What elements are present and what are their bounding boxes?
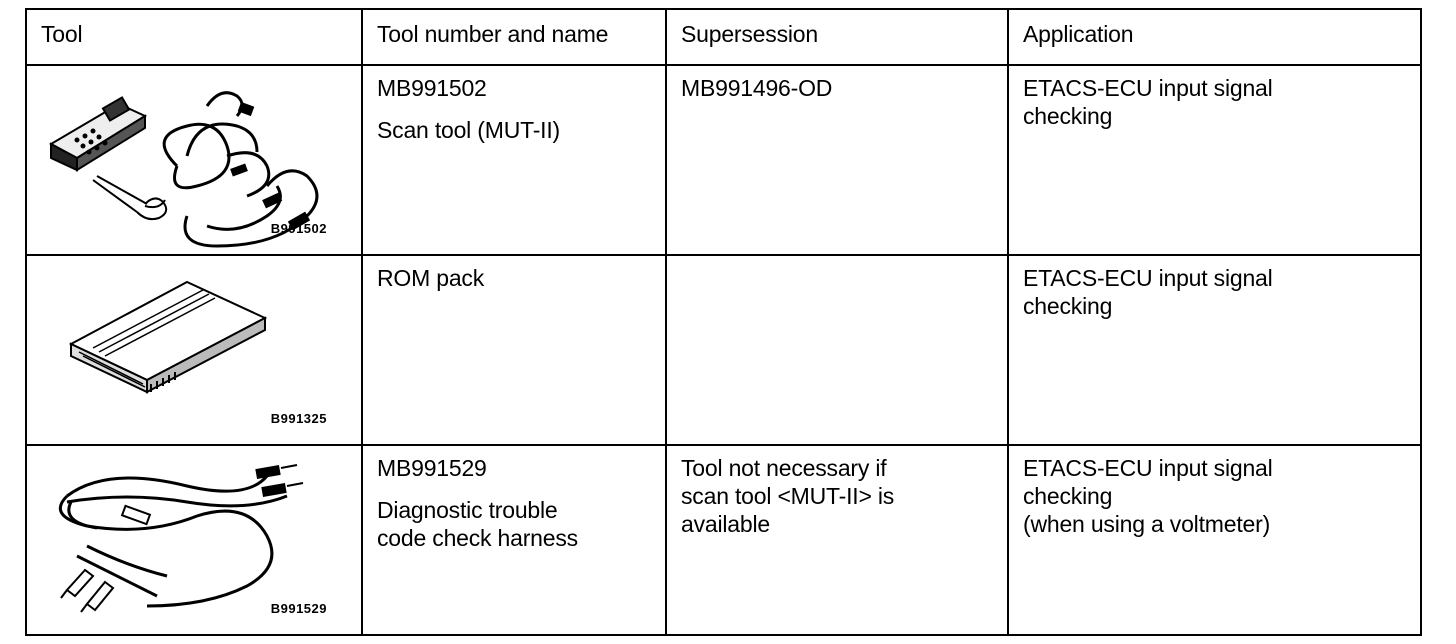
tool-image-cell — [26, 65, 362, 255]
image-code-label: B991502 — [270, 221, 327, 236]
header-application: Application — [1008, 9, 1421, 65]
supersession-cell — [666, 65, 1008, 255]
supersession-text: MB991496-OD — [681, 75, 833, 101]
application-cell — [1008, 65, 1421, 255]
application-cell — [1008, 445, 1421, 635]
table-row — [26, 255, 1421, 445]
supersession-text: available — [681, 511, 770, 537]
table-row — [26, 445, 1421, 635]
supersession-text: scan tool <MUT-II> is — [681, 483, 895, 509]
application-text: checking — [1023, 293, 1113, 319]
tool-number-name-cell — [362, 445, 666, 635]
tool-number: MB991529 — [377, 455, 487, 481]
header-row — [26, 9, 1421, 65]
tool-image-cell — [26, 255, 362, 445]
supersession-cell — [666, 445, 1008, 635]
image-code-label: B991529 — [270, 601, 327, 616]
table-row — [26, 65, 1421, 255]
tool-number: MB991502 — [377, 75, 487, 101]
application-text: ETACS-ECU input signal — [1023, 265, 1273, 291]
tool-image-cell — [26, 445, 362, 635]
tool-number-name-cell — [362, 255, 666, 445]
application-text: (when using a voltmeter) — [1023, 511, 1271, 537]
application-text: ETACS-ECU input signal — [1023, 455, 1273, 481]
application-cell — [1008, 255, 1421, 445]
image-code-label: B991325 — [270, 411, 327, 426]
supersession-text: Tool not necessary if — [681, 455, 887, 481]
header-supersession: Supersession — [666, 9, 1008, 65]
application-text: checking — [1023, 103, 1113, 129]
application-text: checking — [1023, 483, 1113, 509]
tool-name: Scan tool (MUT-II) — [377, 117, 560, 143]
application-text: ETACS-ECU input signal — [1023, 75, 1273, 101]
tool-name: Diagnostic trouble — [377, 497, 558, 523]
header-tool: Tool — [26, 9, 362, 65]
tool-number-name-cell — [362, 65, 666, 255]
tool-name: code check harness — [377, 525, 578, 551]
tool-name: ROM pack — [377, 265, 485, 291]
supersession-cell — [666, 255, 1008, 445]
header-tool-number-name: Tool number and name — [362, 9, 666, 65]
special-tools-table — [25, 8, 1422, 636]
